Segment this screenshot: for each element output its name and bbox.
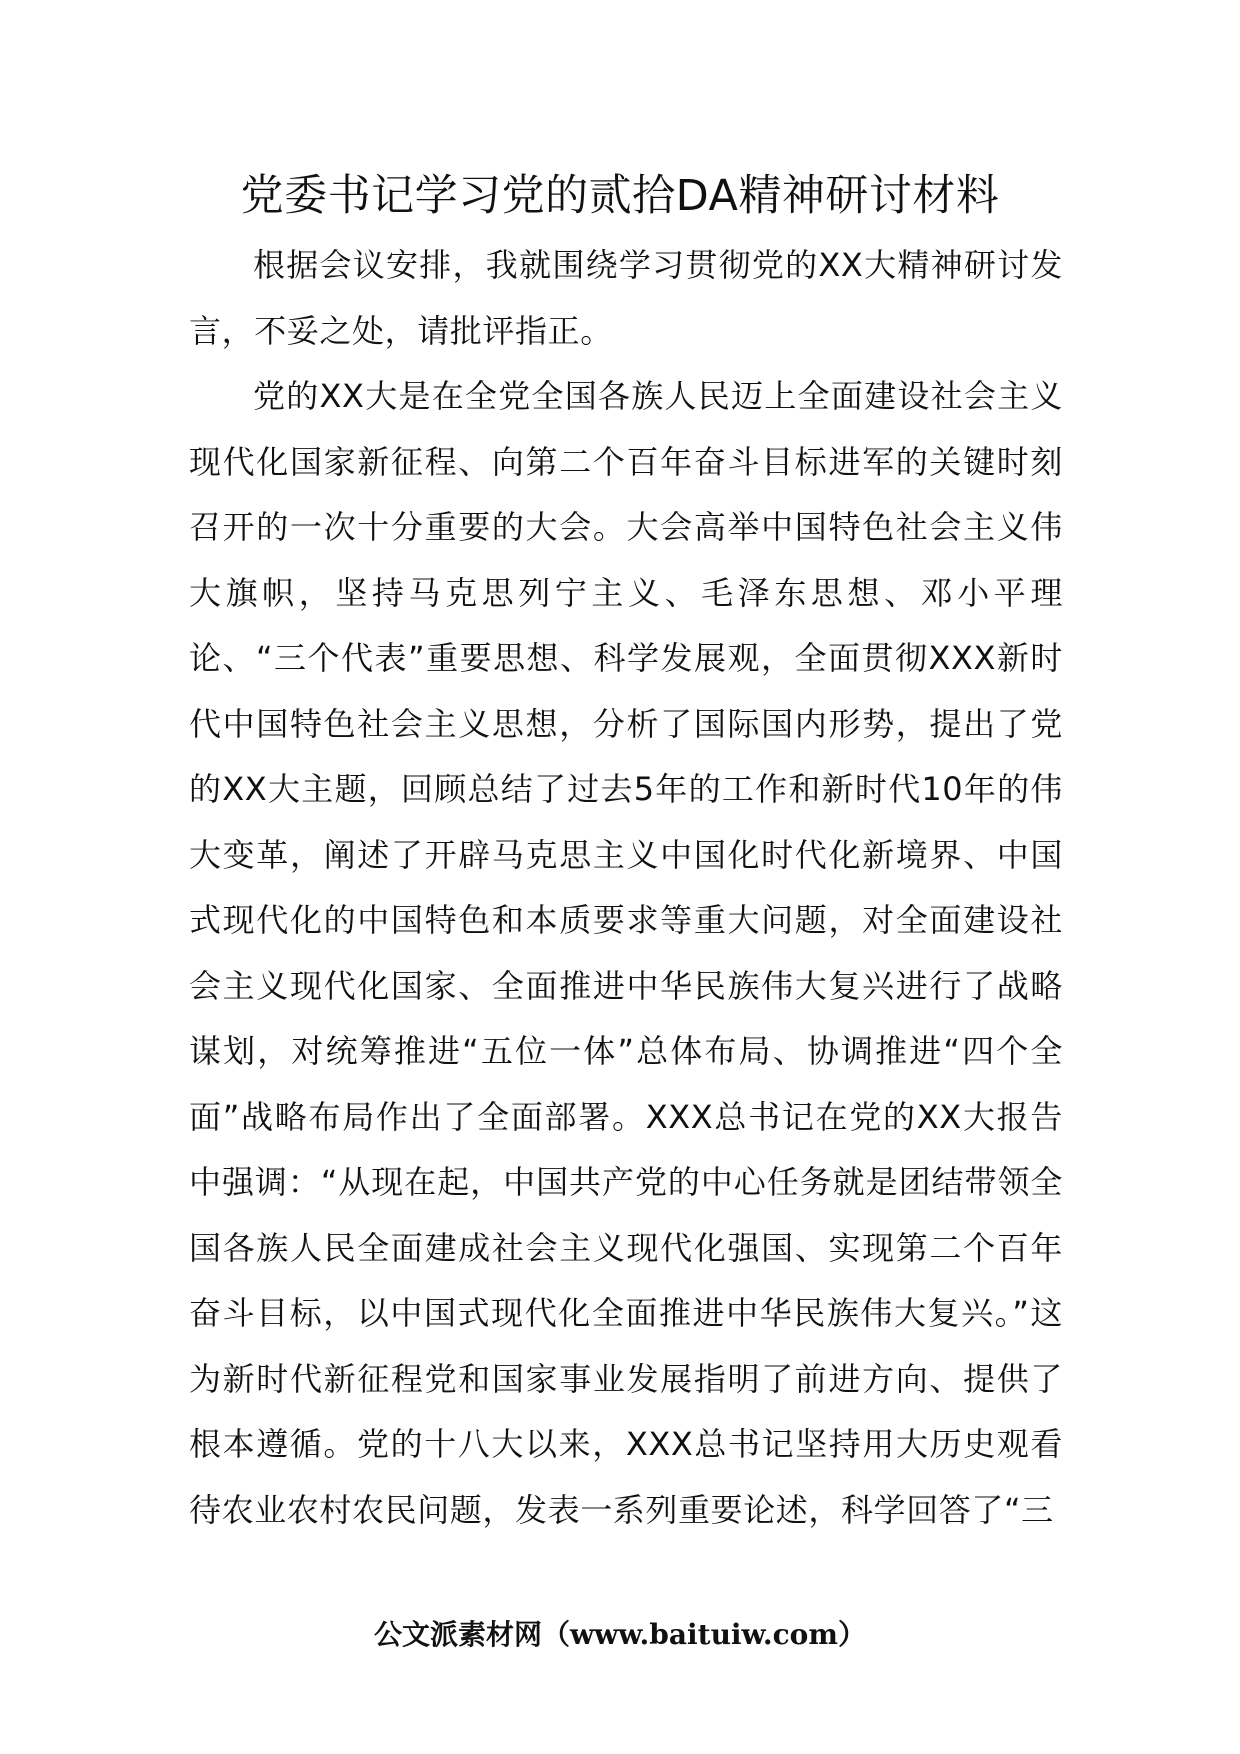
- paragraph-main: 党的XX大是在全党全国各族人民迈上全面建设社会主义现代化国家新征程、向第二个百年奋斗目标进军的关键时刻召开的一次十分重要的大会。大会高举中国特色社会主义伟大旗帜，坚持马克思列宁主义、毛泽东思想、邓小平理论、“三个代表”重要思想、科学发展观，全面贯彻XXX新时代中国特色社会主义思想，分析了国际国内形势，提出了党的XX大主题，回顾总结了过去5年的工作和新时代10年的伟大变革，阐述了开辟马克思主义中国化时代化新境界、中国式现代化的中国特色和本质要求等重大问题，对全面建设社会主义现代化国家、全面推进中华民族伟大复兴进行了战略谋划，对统筹推进“五位一体”总体布局、协调推进“四个全面”战略布局作出了全面部署。XXX总书记在党的XX大报告中强调：“从现在起，中国共产党的中心任务就是团结带领全国各族人民全面建成社会主义现代化强国、实现第二个百年奋斗目标，以中国式现代化全面推进中华民族伟大复兴。”这为新时代新征程党和国家事业发展指明了前进方向、提供了根本遵循。党的十八大以来，XXX总书记坚持用大历史观看待农业农村农民问题，发表一系列重要论述，科学回答了“三: [189, 377, 1063, 1529]
- document-title: 党委书记学习党的贰拾DA精神研讨材料: [240, 171, 1000, 221]
- paragraph-intro: 根据会议安排，我就围绕学习贯彻党的XX大精神研讨发言，不妥之处，请批评指正。: [189, 246, 1063, 350]
- document-body: [189, 233, 1063, 1543]
- source-watermark-footer: 公文派素材网（www.baituiw.com）: [374, 1618, 866, 1651]
